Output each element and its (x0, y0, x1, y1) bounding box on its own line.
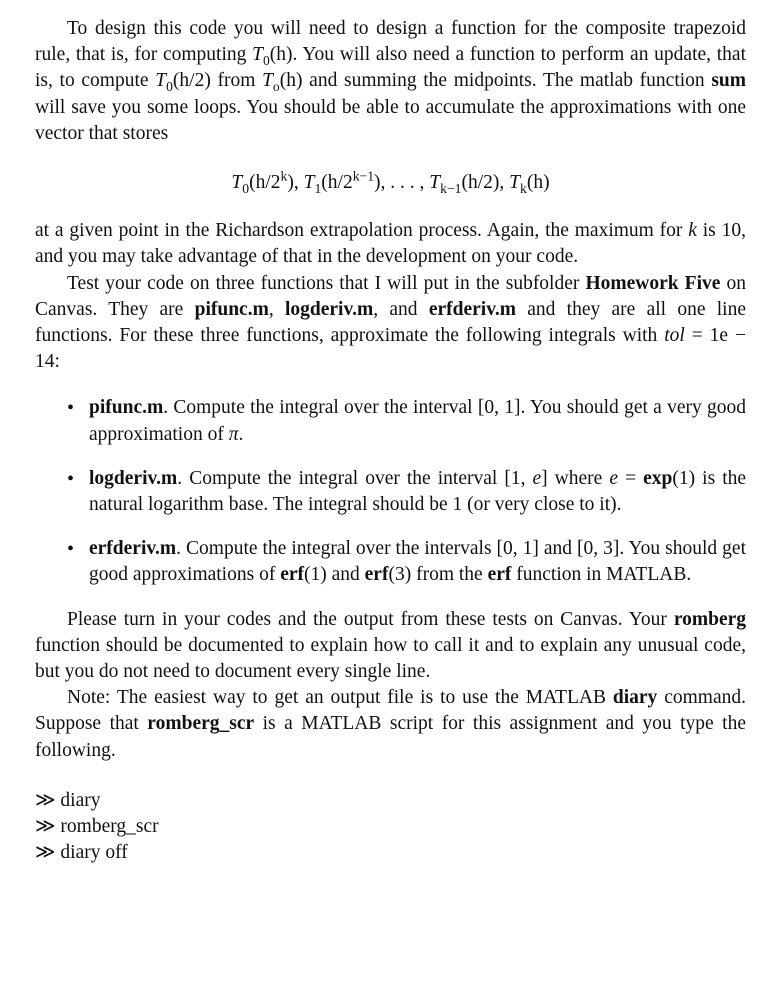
command-text: diary (60, 789, 101, 811)
math: T (252, 44, 263, 66)
text: (1) is the natural logarithm base. The integral should be 1 (or very close to it). (89, 467, 747, 516)
paragraph-note (35, 685, 746, 764)
math: π (228, 423, 239, 445)
math: T (231, 172, 243, 194)
math-sub: o (272, 79, 280, 95)
display-equation (35, 170, 746, 196)
command-text: romberg_scr (60, 815, 159, 837)
command-list (35, 788, 746, 866)
math: e (532, 467, 542, 489)
text: and they are all one line functions. For these three functions, approximate the following integrals with (35, 298, 746, 347)
text: . (238, 423, 244, 445)
text: Test your code on three functions that I will put in the subfolder (67, 272, 580, 294)
text: ] where (541, 467, 603, 489)
text: on Canvas. They are (35, 272, 746, 320)
command-line (35, 814, 746, 840)
math: T (429, 172, 441, 194)
text: function in MATLAB. (511, 564, 692, 586)
math: ), . . . , (374, 172, 425, 194)
prompt-symbol: ≫ (35, 789, 56, 811)
bold-term: logderiv.m (284, 298, 374, 320)
bold-term: erfderiv.m (428, 298, 516, 320)
text: . Compute the integral over the interval [1, (177, 467, 526, 489)
list-item (89, 466, 746, 518)
math-sub: 0 (262, 53, 270, 69)
math: k (688, 220, 697, 242)
bold-term: pifunc.m (89, 397, 164, 419)
math-sup: k−1 (352, 168, 375, 184)
command-line (35, 840, 746, 866)
list-item (89, 536, 746, 588)
paragraph-trapezoid (35, 16, 746, 147)
bold-term: exp (643, 467, 673, 489)
math: (h) (526, 172, 550, 194)
bold-term: romberg (673, 608, 747, 630)
bold-term: sum (711, 70, 747, 92)
math-sub: 0 (242, 180, 250, 196)
math: (h/2 (249, 172, 281, 194)
math: e (609, 467, 619, 489)
text: is a MATLAB script for this assignment and you type the following. (35, 713, 746, 761)
text: command. Suppose that (35, 687, 746, 735)
paragraph-richardson (35, 218, 746, 270)
text: from (210, 70, 256, 92)
math: = 1e − 14: (35, 325, 747, 373)
text: is 10, and you may take advantage of that in the development on your code. (35, 220, 746, 268)
math: (h/2), (461, 172, 505, 194)
bold-term: Homework Five (585, 272, 721, 294)
text: , (268, 298, 274, 320)
text: and summing the midpoints. The matlab function (302, 70, 705, 92)
prompt-symbol: ≫ (35, 841, 56, 863)
math: (h) (279, 70, 303, 92)
text: Note: The easiest way to get an output file is to use the MATLAB (67, 687, 606, 709)
prompt-symbol: ≫ (35, 815, 56, 837)
document-page (35, 16, 746, 866)
text: , and (373, 298, 418, 320)
bold-term: erf (487, 564, 512, 586)
text: To design this code you will need to design a function for the composite trapezoid rule, that is, for computing (35, 18, 746, 66)
command-text: diary off (60, 841, 128, 863)
math: T (303, 172, 315, 194)
math: (h) (269, 44, 293, 66)
text: will save you some loops. You should be able to accumulate the approximations with one vector that stores (35, 96, 746, 144)
math: T (262, 70, 273, 92)
bold-term: erfderiv.m (89, 538, 177, 560)
math-sub: k (520, 180, 527, 196)
paragraph-test (35, 271, 746, 376)
bold-term: logderiv.m (89, 467, 178, 489)
bold-term: erf (364, 564, 389, 586)
paragraph-turn-in (35, 607, 746, 686)
math-sub: k−1 (440, 180, 462, 196)
math: ), (287, 172, 299, 194)
bold-term: erf (280, 564, 304, 586)
math: T (155, 70, 167, 92)
text: at a given point in the Richardson extrapolation process. Again, the maximum for (35, 220, 683, 242)
text: . Compute the integral over the interval [0, 1]. You should get a very good approximation of (89, 397, 746, 445)
math-sub: 0 (166, 79, 173, 95)
bold-term: pifunc.m (194, 298, 269, 320)
bullet-list (35, 395, 746, 588)
math-sup: k (280, 168, 288, 184)
math: (h/2) (172, 70, 211, 92)
text: Please turn in your codes and the output from these tests on Canvas. Your (67, 608, 667, 630)
list-item (89, 395, 746, 447)
text: . Compute the integral over the intervals [0, 1] and [0, 3]. You should get good approximations of (89, 538, 746, 586)
text: (1) and (304, 564, 360, 586)
text: (3) from the (388, 564, 483, 586)
text: . You will also need a function to perform an update, that is, to compute (35, 44, 746, 92)
text: = (618, 467, 637, 489)
text: function should be documented to explain how to call it and to explain any unusual code, but you do not need to document every single line. (35, 634, 746, 683)
bold-term: diary (612, 687, 658, 709)
command-line (35, 788, 746, 814)
math-sub: 1 (314, 180, 322, 196)
math: tol (664, 325, 685, 347)
math: T (509, 172, 521, 194)
math: (h/2 (321, 172, 353, 194)
bold-term: romberg_scr (147, 713, 255, 735)
